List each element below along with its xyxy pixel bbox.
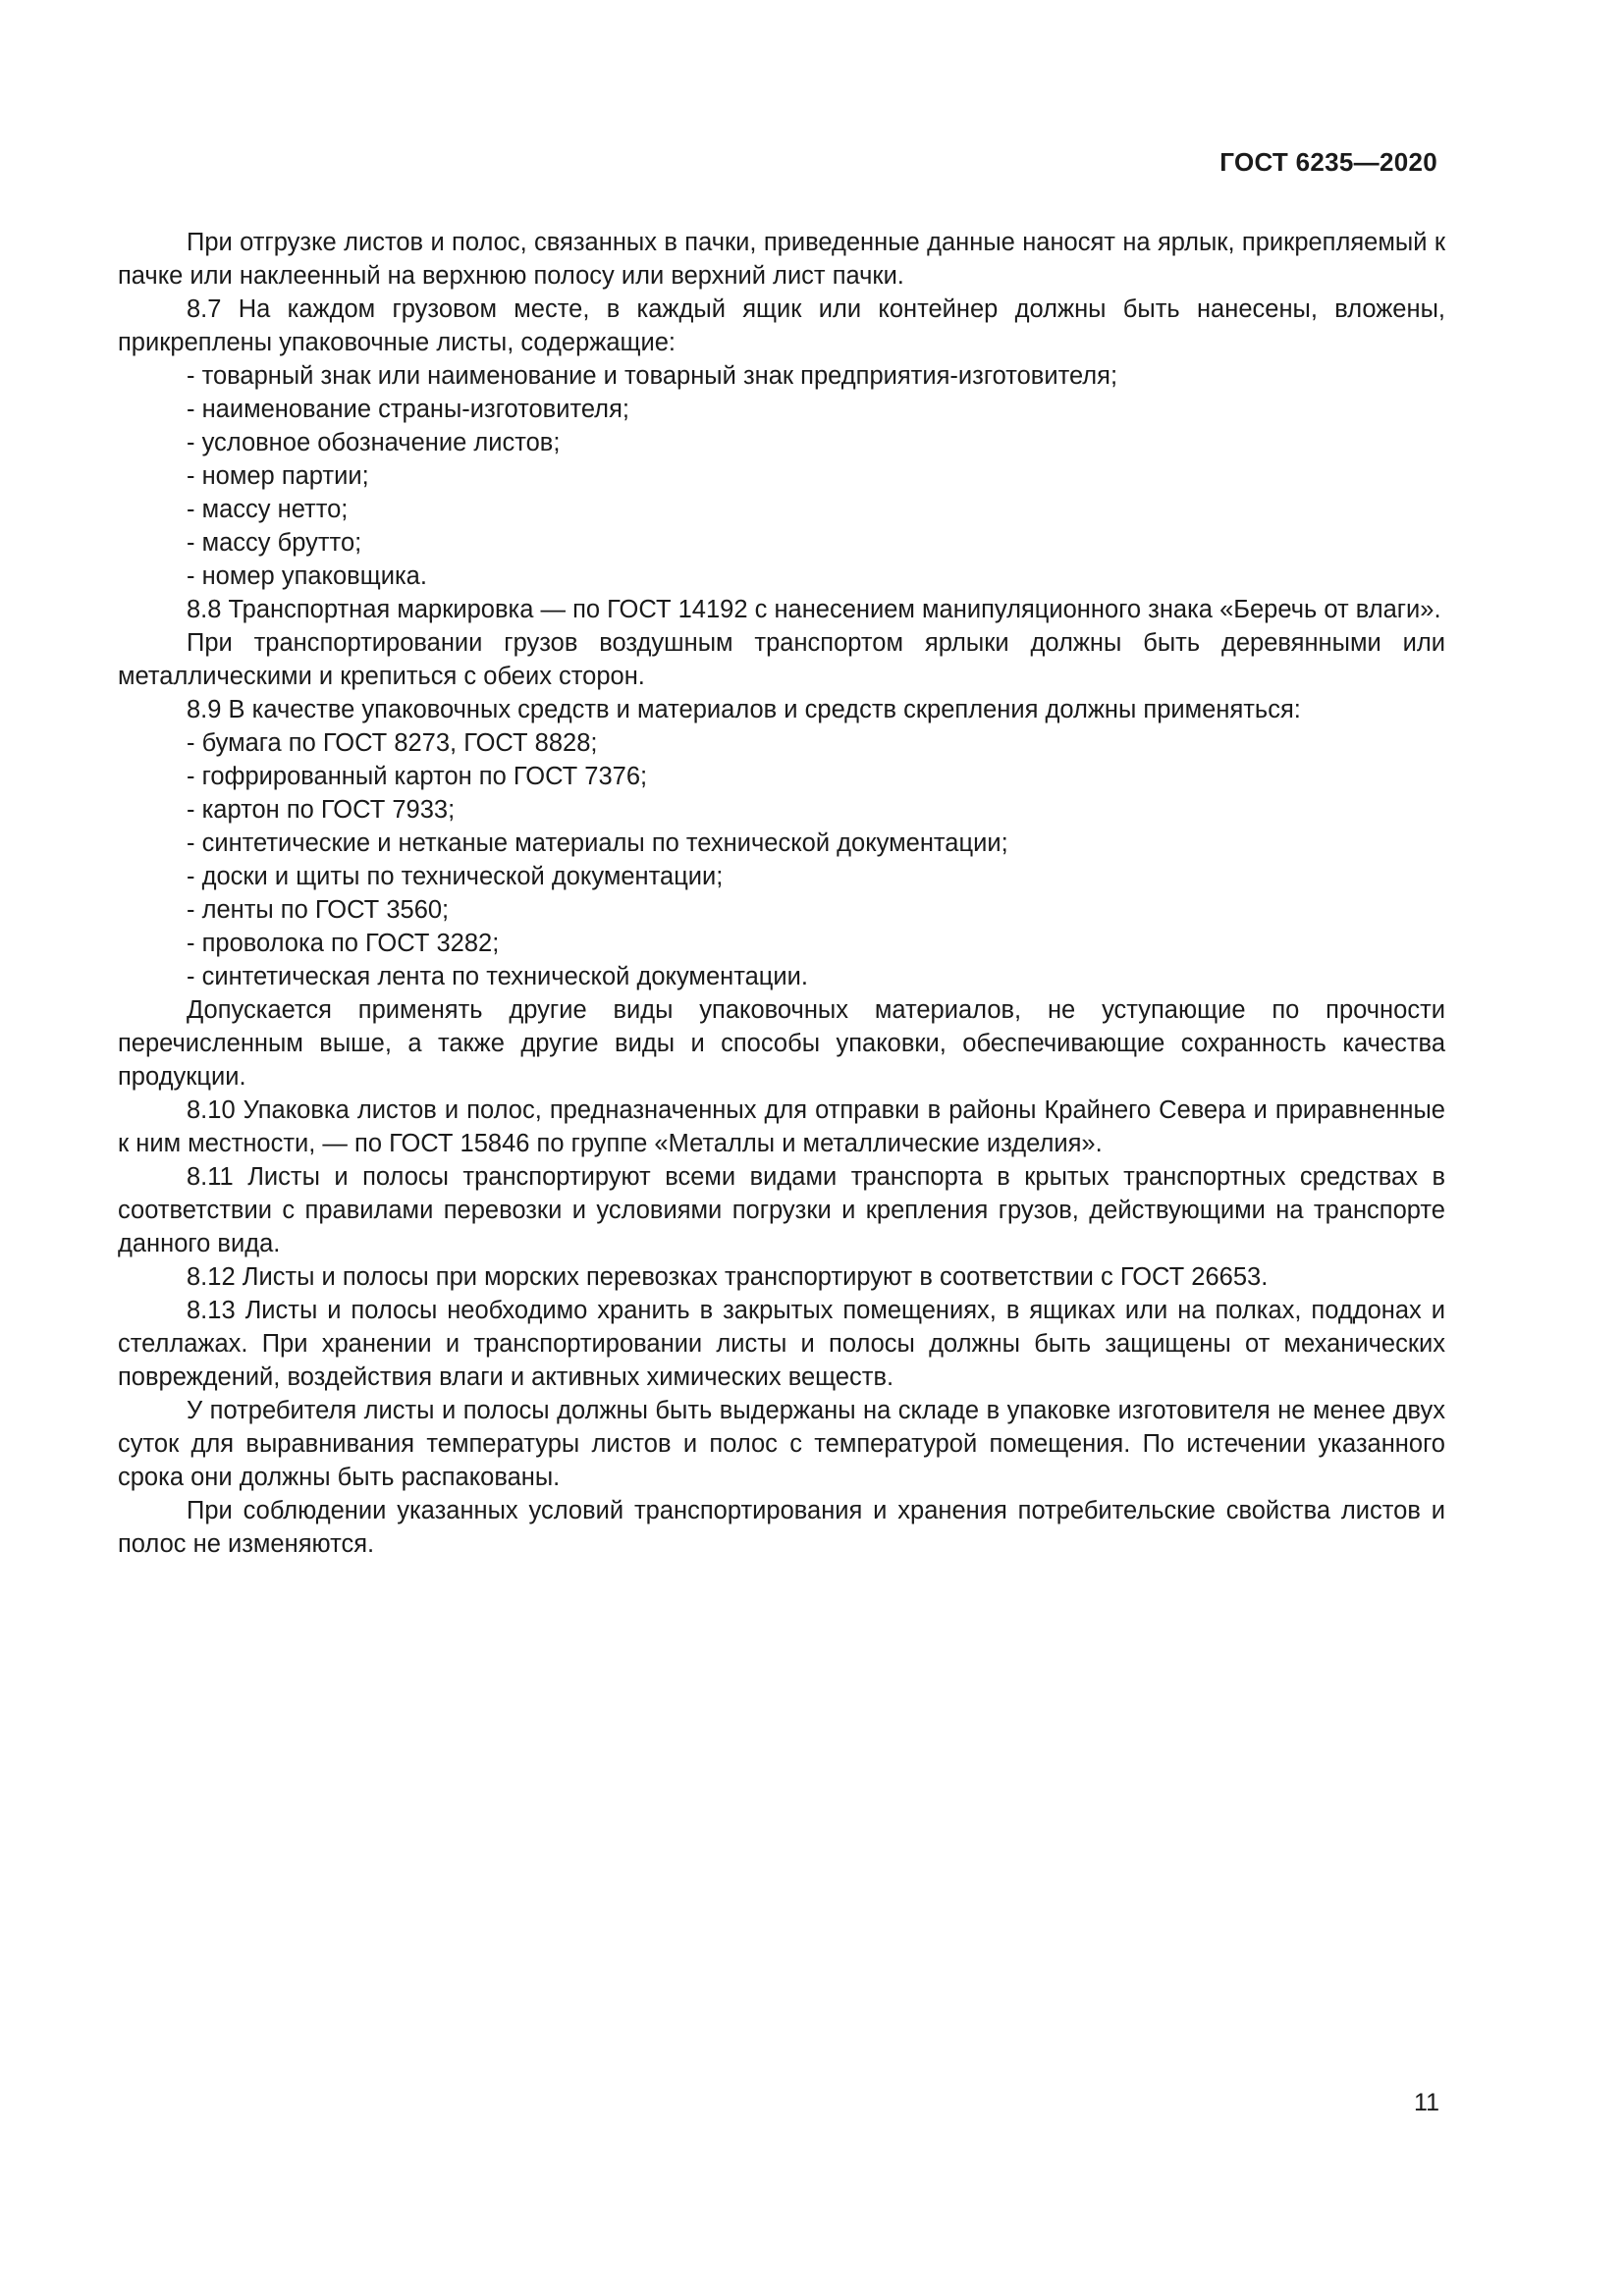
- list-item: - синтетическая лента по технической документации.: [187, 963, 808, 990]
- paragraph: При отгрузке листов и полос, связанных в пачки, приведенные данные наносят на ярлык, прикрепляемый к пачке или наклеенный на верхнюю полосу или верхний лист пачки.: [118, 229, 1445, 290]
- paragraph: При соблюдении указанных условий транспортирования и хранения потребительские свойства листов и полос не изменяются.: [118, 1497, 1445, 1558]
- paragraph-8-8: 8.8 Транспортная маркировка — по ГОСТ 14192 с нанесением манипуляционного знака «Беречь от влаги».: [187, 596, 1441, 623]
- list-item: - проволока по ГОСТ 3282;: [187, 930, 500, 957]
- list-item: - синтетические и нетканые материалы по технической документации;: [187, 829, 1008, 857]
- paragraph: При транспортировании грузов воздушным транспортом ярлыки должны быть деревянными или металлическими и крепиться с обеих сторон.: [118, 629, 1445, 690]
- paragraph-8-10: 8.10 Упаковка листов и полос, предназначенных для отправки в районы Крайнего Севера и приравненные к ним местности, — по ГОСТ 15846 по группе «Металлы и металлические изделия».: [118, 1096, 1445, 1157]
- paragraph-8-13: 8.13 Листы и полосы необходимо хранить в закрытых помещениях, в ящиках или на полках, поддонах и стеллажах. При хранении и транспортировании листы и полосы должны быть защищены от механических повреждений, воздействия влаги и активных химических веществ.: [118, 1297, 1445, 1391]
- list-item: - номер партии;: [187, 462, 369, 490]
- list-item: - условное обозначение листов;: [187, 429, 561, 456]
- list-item: - доски и щиты по технической документации;: [187, 863, 724, 890]
- list-item: - наименование страны-изготовителя;: [187, 396, 629, 423]
- paragraph-8-9: 8.9 В качестве упаковочных средств и материалов и средств скрепления должны применяться:: [187, 696, 1301, 723]
- list-item: - товарный знак или наименование и товарный знак предприятия-изготовителя;: [187, 362, 1118, 390]
- page-number: 11: [1414, 2089, 1439, 2116]
- paragraph: У потребителя листы и полосы должны быть выдержаны на складе в упаковке изготовителя не менее двух суток для выравнивания температуры листов и полос с температурой помещения. По истечении указанного срока они должны быть распакованы.: [118, 1397, 1445, 1491]
- list-item: - бумага по ГОСТ 8273, ГОСТ 8828;: [187, 729, 598, 757]
- list-item: - массу брутто;: [187, 529, 362, 557]
- paragraph-8-12: 8.12 Листы и полосы при морских перевозках транспортируют в соответствии с ГОСТ 26653.: [187, 1263, 1269, 1291]
- list-item: - номер упаковщика.: [187, 562, 427, 590]
- paragraph-8-11: 8.11 Листы и полосы транспортируют всеми видами транспорта в крытых транспортных средствах в соответствии с правилами перевозки и условиями погрузки и крепления грузов, действующими на транспорте данного вида.: [118, 1163, 1445, 1257]
- list-item: - ленты по ГОСТ 3560;: [187, 896, 450, 924]
- list-item: - массу нетто;: [187, 496, 349, 523]
- list-item: - гофрированный картон по ГОСТ 7376;: [187, 763, 648, 790]
- document-code-header: ГОСТ 6235—2020: [1219, 147, 1437, 177]
- document-body: [118, 226, 1445, 1561]
- paragraph: Допускается применять другие виды упаковочных материалов, не уступающие по прочности перечисленным выше, а также другие виды и способы упаковки, обеспечивающие сохранность качества продукции.: [118, 996, 1445, 1091]
- list-item: - картон по ГОСТ 7933;: [187, 796, 456, 824]
- paragraph-8-7: 8.7 На каждом грузовом месте, в каждый ящик или контейнер должны быть нанесены, вложены, прикреплены упаковочные листы, содержащие:: [118, 295, 1445, 356]
